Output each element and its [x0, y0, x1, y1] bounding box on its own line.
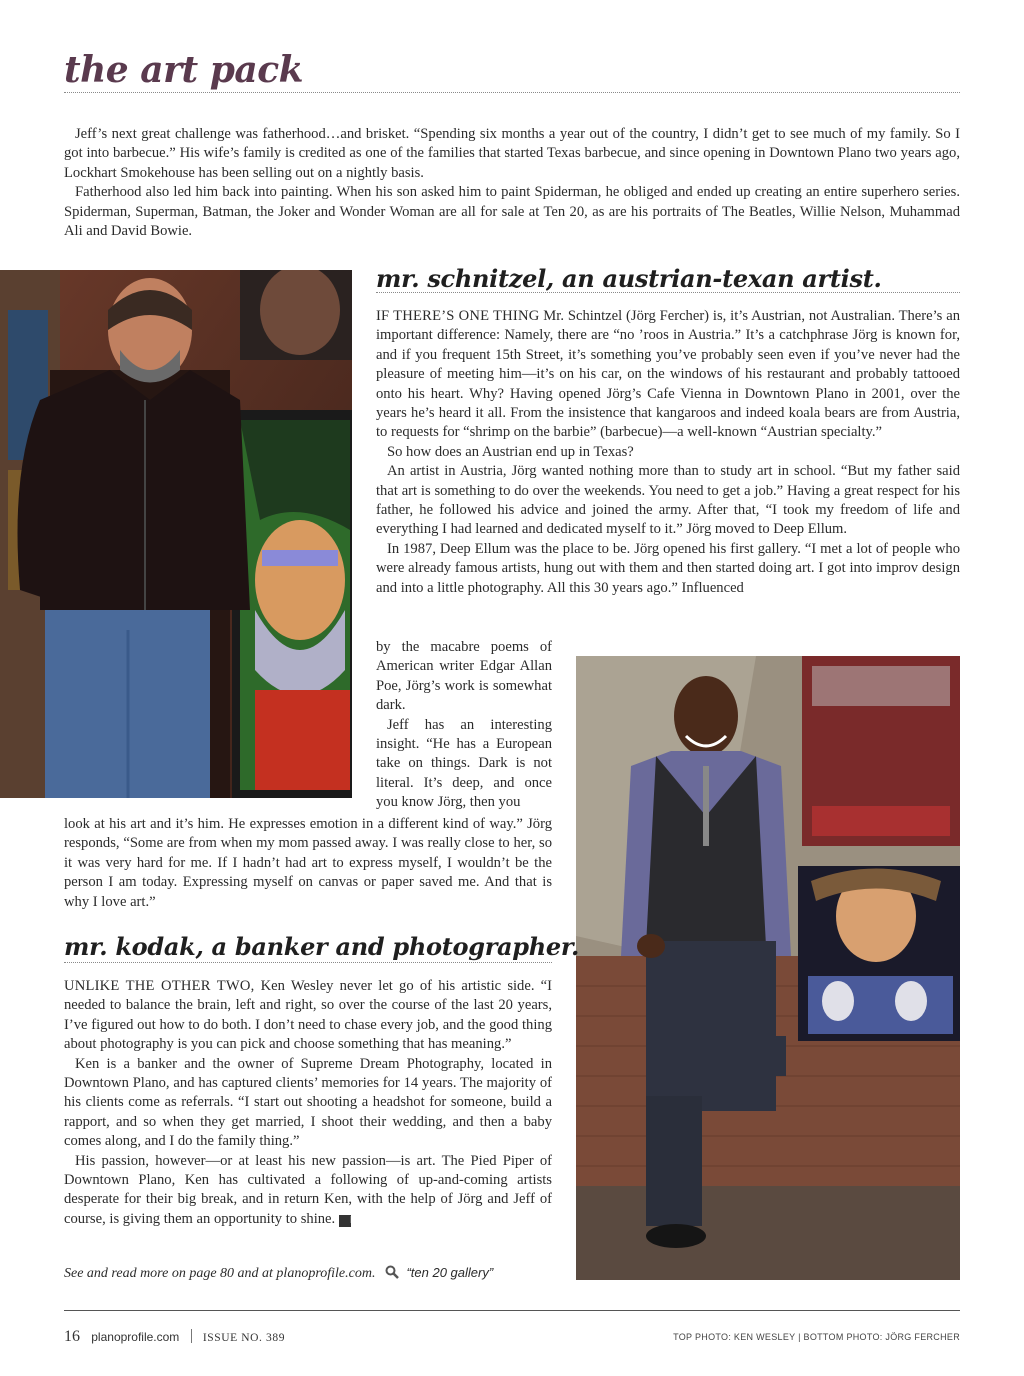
kodak-heading: mr. kodak, a banker and photographer.	[64, 932, 580, 961]
footer-separator	[191, 1329, 192, 1343]
footer-divider	[64, 1310, 960, 1311]
photo-jorg-fercher	[0, 270, 352, 798]
schnitzel-wrap-b: Jeff has an interesting insight. “He has a European take on things. Dark is not literal. It’s deep, and once you know Jörg, then you	[376, 716, 552, 811]
schnitzel-heading: mr. schnitzel, an austrian-texan artist.	[376, 264, 882, 293]
intro-paragraph-2: Fatherhood also led him back into painting. When his son asked him to paint Spiderman, he obliged and ended up creating an entire superhero series. Spiderman, Superman, Batman, the Joker and Wonder Woman are all for sale at Ten 20, as are his portraits of The Beatles, Willie Nelson, Muhammad Ali and David Bowie.	[64, 184, 960, 240]
title-divider	[64, 92, 960, 93]
page-number: 16	[64, 1328, 80, 1345]
intro-paragraph-1: Jeff’s next great challenge was fatherhood…and brisket. “Spending six months a year out of the country, I didn’t get to see much of my family. So I got into barbecue.” His wife’s family is credited as one of the families that started Texas barbecue, and since opening in Downtown Plano two years ago, Lockhart Smokehouse has been selling out on a nightly basis.	[64, 126, 960, 181]
kodak-paragraph-3-body: His passion, however—or at least his new passion—is art. The Pied Piper of Downtown Plano, Ken has cultivated a following of up-and-coming artists desperate for their big break, and in return Ken, with the help of Jörg and Jeff of course, is giving them an opportunity to shine.	[64, 1152, 552, 1227]
photo-ken-wesley	[576, 656, 960, 1280]
schnitzel-paragraph-1	[376, 307, 960, 443]
kodak-paragraph-3	[64, 1152, 552, 1230]
kodak-paragraph-2: Ken is a banker and the owner of Supreme Dream Photography, located in Downtown Plano, and has captured clients’ memories for 14 years. The majority of his clients come as referrals. “I start out shooting a headshot for someone, build a rapport, and so when they get married, I shoot their wedding, and then a baby comes along, and I do the family thing.”	[64, 1055, 552, 1150]
schnitzel-paragraph-1-body: Mr. Schintzel (Jörg Fercher) is, it’s Austrian, not Australian. There’s an important difference: Namely, there are “no ’roos in Austria.” It’s a catchphrase Jörg is known for, and if you frequent 15th Street, it’s something you’ve probably seen even if you’ve never had the pleasure of meeting him—it’s on his car, on the windows of his restaurant and probably tattooed onto his heart. Why? Having opened Jörg’s Cafe Vienna in Downtown Plano in 2001, over the years he’s heard it all. From the insistence that kangaroos and indeed koala bears are from Austria, to requests for “shrimp on the barbie” (barbecue)—a well-known “Austrian specialty.”	[376, 308, 960, 441]
kodak-text	[64, 977, 552, 1229]
intro-text	[64, 125, 960, 241]
section-title: the art pack	[64, 49, 304, 91]
schnitzel-wrap-column	[376, 638, 552, 813]
kodak-lead-in: UNLIKE THE OTHER TWO,	[64, 978, 255, 994]
schnitzel-wrap-c: look at his art and it’s him. He expresses emotion in a different kind of way.” Jörg responds, “Some are from when my mom passed away. I was really close to her, so it was very hard for me. If I hadn’t had art to express myself, I wouldn’t be the person I am today. Expressing myself on canvas or paper saved me. And that is why I love art.”	[64, 816, 552, 910]
kodak-divider	[64, 962, 552, 963]
schnitzel-wrap-a: by the macabre poems of American writer Edgar Allan Poe, Jörg’s work is somewhat dark.	[376, 639, 552, 714]
schnitzel-wrap-full	[64, 815, 552, 912]
schnitzel-text	[376, 307, 960, 598]
schnitzel-paragraph-2: So how does an Austrian end up in Texas?	[387, 443, 634, 460]
search-icon	[385, 1265, 399, 1284]
footer-site: planoprofile.com	[91, 1330, 180, 1344]
footer-left	[64, 1328, 285, 1346]
kodak-paragraph-1-body: Ken Wesley never let go of his artistic side. “I needed to balance the brain, left and right, so over the course of the last 20 years, I’ve figured out how to do both. I don’t need to chase every job, and the good thing about photography is you can pick and choose something that has meaning.”	[64, 978, 553, 1053]
schnitzel-divider	[376, 292, 960, 293]
end-mark-icon: P	[339, 1215, 351, 1227]
schnitzel-paragraph-3: An artist in Austria, Jörg wanted nothing more than to study art in school. “But my father said that art is something to do over the weekends. You need to get a job.” Having a great respect for his father, he followed his advice and joined the army. After that, “I took my freedom of life and everything I had learned and dedicated myself to it.” Jörg moved to Deep Ellum.	[376, 463, 960, 538]
schnitzel-paragraph-4: In 1987, Deep Ellum was the place to be. Jörg opened his first gallery. “I met a lot of people who were already famous artists, hung out with them and then started doing art. I got into improv design and into a little photography. All this 30 years ago.” Influenced	[376, 540, 960, 596]
issue-number: ISSUE NO. 389	[202, 1332, 286, 1344]
kodak-paragraph-1	[64, 977, 552, 1055]
search-term: “ten 20 gallery”	[406, 1265, 494, 1280]
schnitzel-lead-in: IF THERE’S ONE THING	[376, 308, 540, 324]
see-more-text: See and read more on page 80 and at planoprofile.com.	[64, 1266, 376, 1281]
photo-credits: TOP PHOTO: KEN WESLEY | BOTTOM PHOTO: JÖRG FERCHER	[673, 1332, 960, 1342]
see-more-line	[64, 1265, 564, 1284]
